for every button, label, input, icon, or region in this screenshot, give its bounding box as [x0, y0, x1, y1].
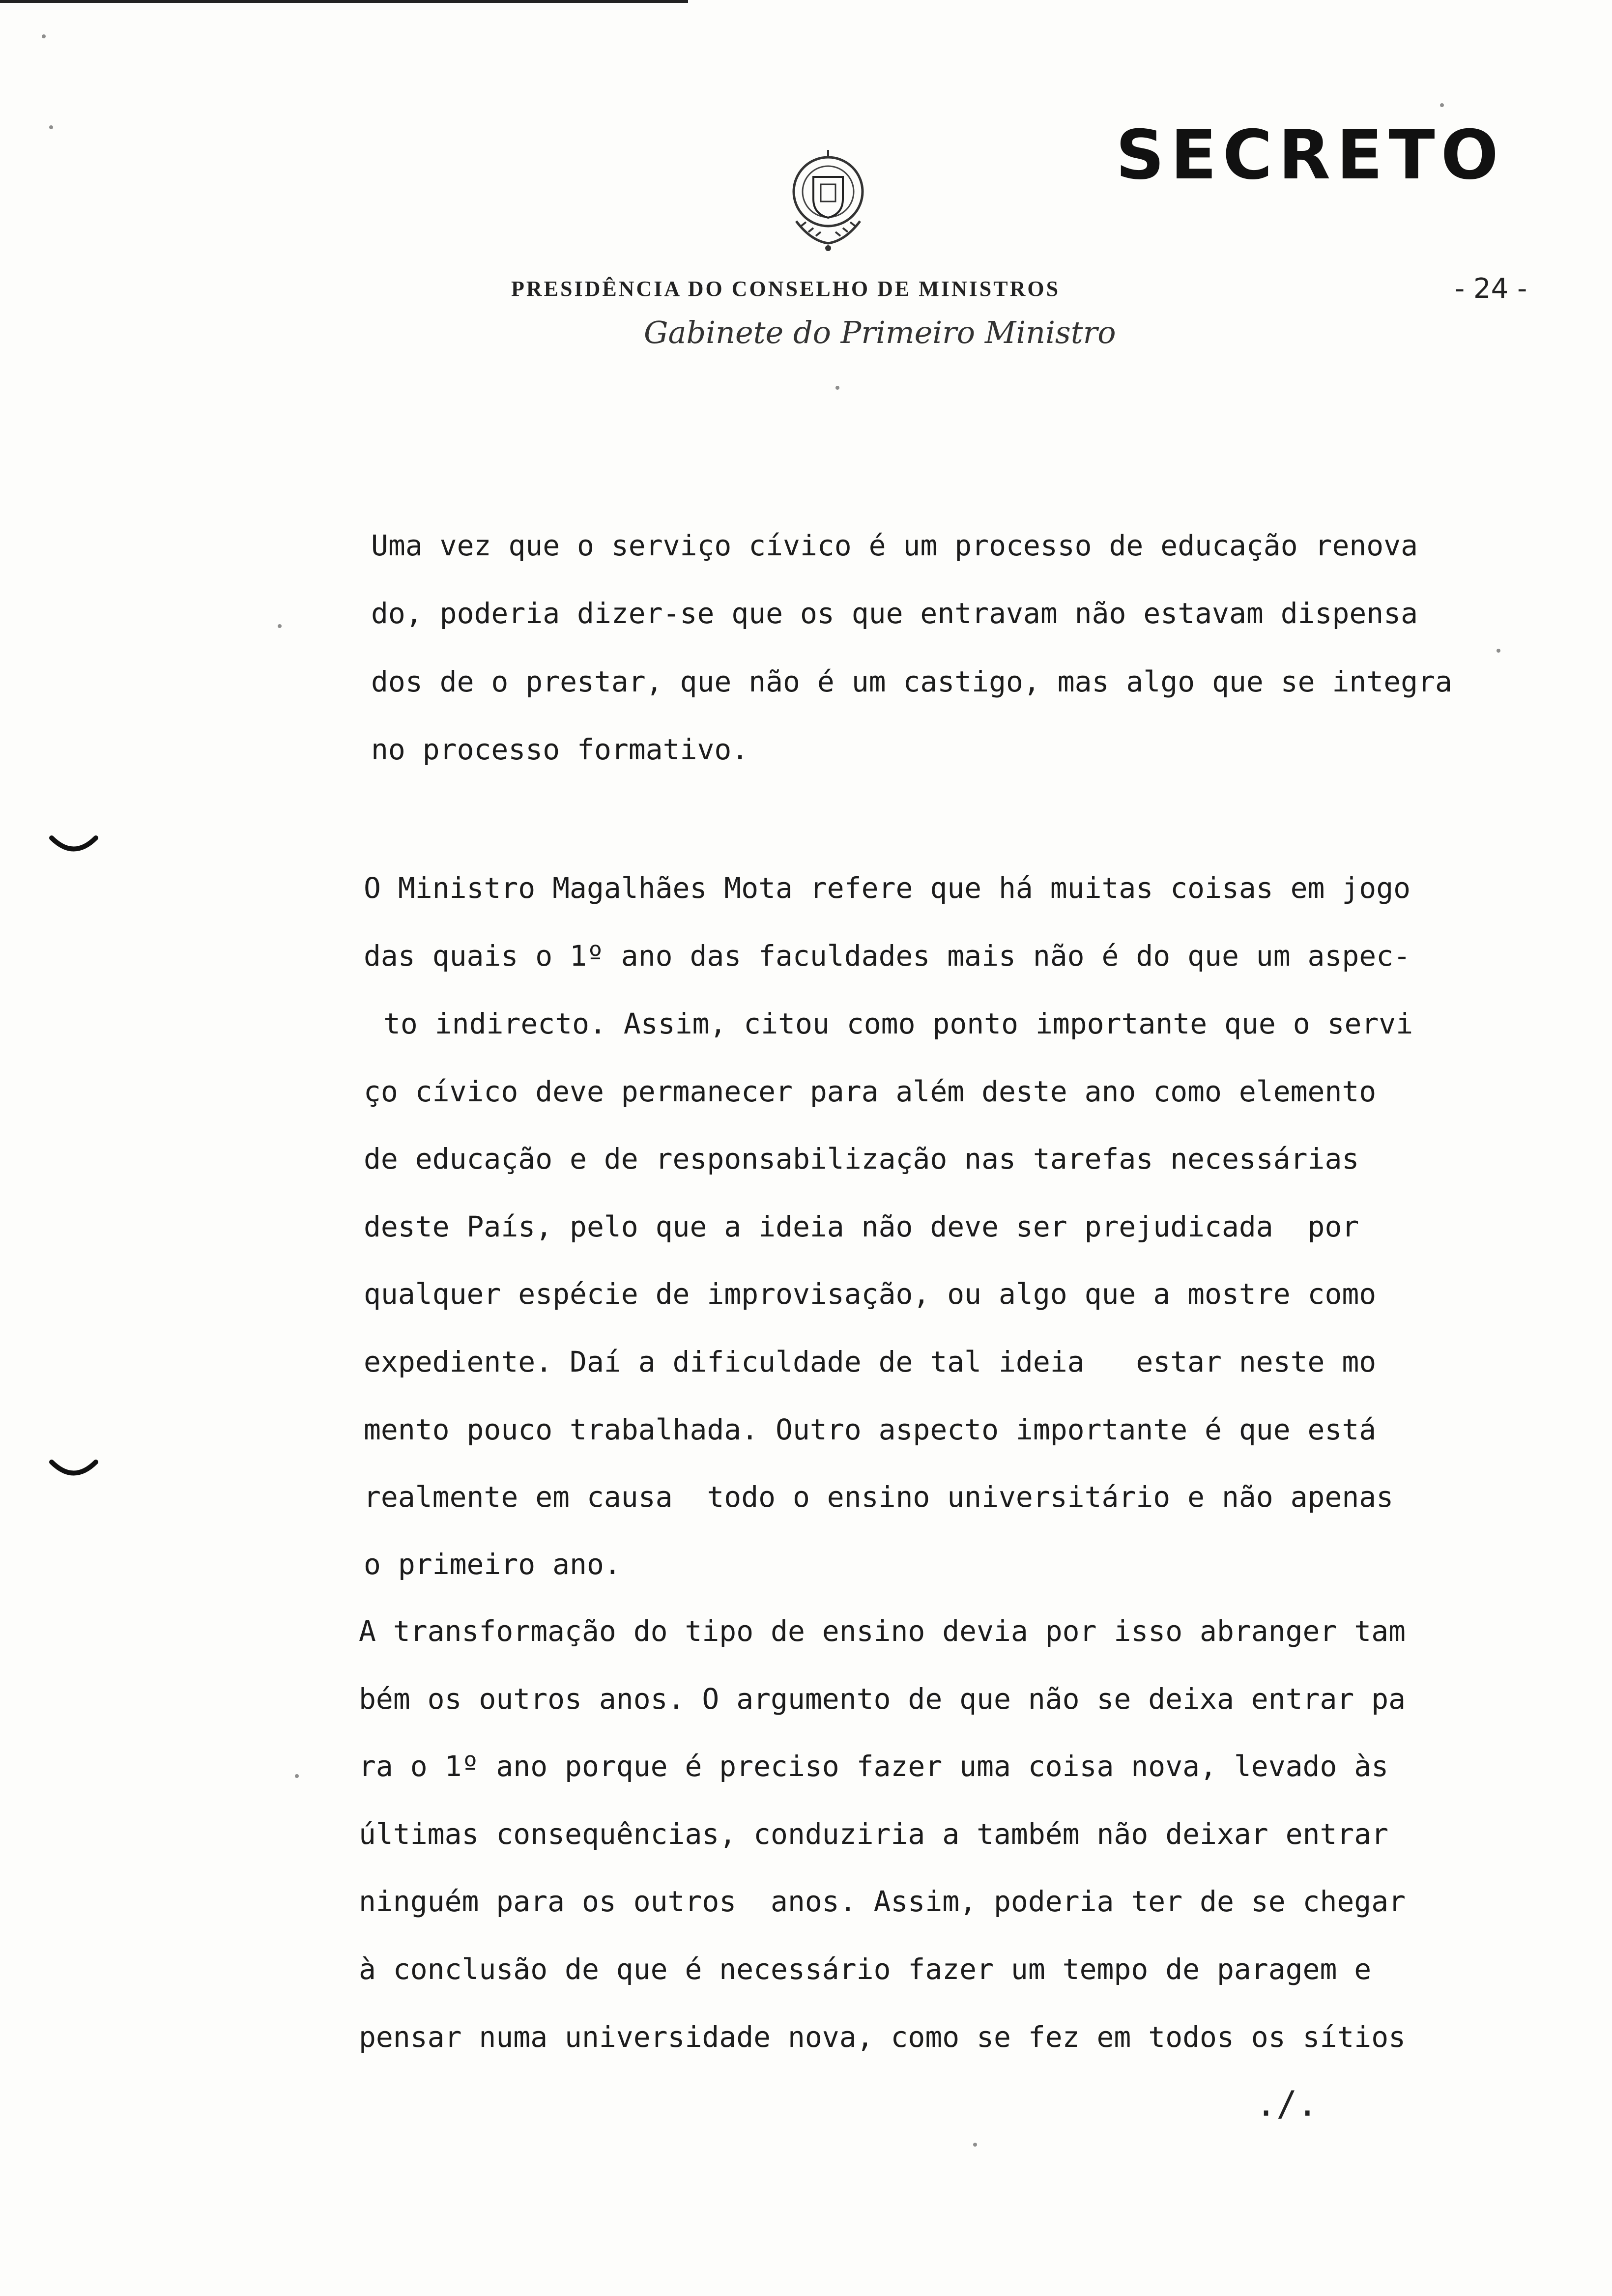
margin-punch-mark-icon [49, 1455, 98, 1484]
page-number: - 24 - [1455, 273, 1527, 305]
text-line: dos de o prestar, que não é um castigo, mas algo que se integra [371, 665, 1452, 698]
margin-punch-mark-icon [49, 831, 98, 860]
scan-speck [973, 2143, 977, 2147]
top-border-rule [0, 0, 688, 3]
text-line: últimas consequências, conduziria a também não deixar entrar [359, 1817, 1389, 1851]
text-line: ço cívico deve permanecer para além deste ano como elemento [364, 1075, 1377, 1108]
text-line: deste País, pelo que a ideia não deve ser prejudicada por [364, 1210, 1359, 1243]
scan-speck [835, 386, 839, 390]
scan-speck [42, 34, 46, 38]
text-line: de educação e de responsabilização nas tarefas necessárias [364, 1142, 1359, 1176]
scan-speck [295, 1774, 299, 1778]
text-line: do, poderia dizer-se que os que entravam não estavam dispensa [371, 597, 1418, 630]
text-line: pensar numa universidade nova, como se fez em todos os sítios [359, 2020, 1406, 2054]
scan-speck [278, 624, 282, 628]
classification-stamp: SECRETO [1116, 115, 1504, 195]
text-line: bém os outros anos. O argumento de que não se deixa entrar pa [359, 1682, 1406, 1716]
text-line: realmente em causa todo o ensino universitário e não apenas [364, 1480, 1394, 1514]
portuguese-republic-seal-icon [767, 138, 890, 260]
text-line: mento pouco trabalhada. Outro aspecto importante é que está [364, 1413, 1377, 1446]
cabinet-subheader: Gabinete do Primeiro Ministro [644, 315, 1116, 350]
text-line: ninguém para os outros anos. Assim, poderia ter de se chegar [359, 1885, 1406, 1918]
text-line: à conclusão de que é necessário fazer um tempo de paragem e [359, 1952, 1372, 1986]
office-header: PRESIDÊNCIA DO CONSELHO DE MINISTROS [511, 277, 1061, 301]
text-line: expediente. Daí a dificuldade de tal ideia estar neste mo [364, 1345, 1377, 1378]
scan-speck [1440, 103, 1444, 107]
text-line: A transformação do tipo de ensino devia por isso abranger tam [359, 1614, 1406, 1648]
text-line: o primeiro ano. [364, 1548, 621, 1581]
scan-speck [49, 125, 53, 129]
text-line: no processo formativo. [371, 733, 749, 766]
text-line: ra o 1º ano porque é preciso fazer uma coisa nova, levado às [359, 1750, 1389, 1783]
text-line: O Ministro Magalhães Mota refere que há muitas coisas em jogo [364, 871, 1411, 905]
text-line: qualquer espécie de improvisação, ou algo que a mostre como [364, 1277, 1377, 1311]
text-line: das quais o 1º ano das faculdades mais não é do que um aspec- [364, 939, 1411, 973]
scan-speck [1497, 649, 1500, 653]
continuation-mark: ./. [1256, 2084, 1318, 2124]
text-line: Uma vez que o serviço cívico é um processo de educação renova [371, 529, 1418, 562]
text-line: to indirecto. Assim, citou como ponto importante que o servi [383, 1007, 1413, 1040]
